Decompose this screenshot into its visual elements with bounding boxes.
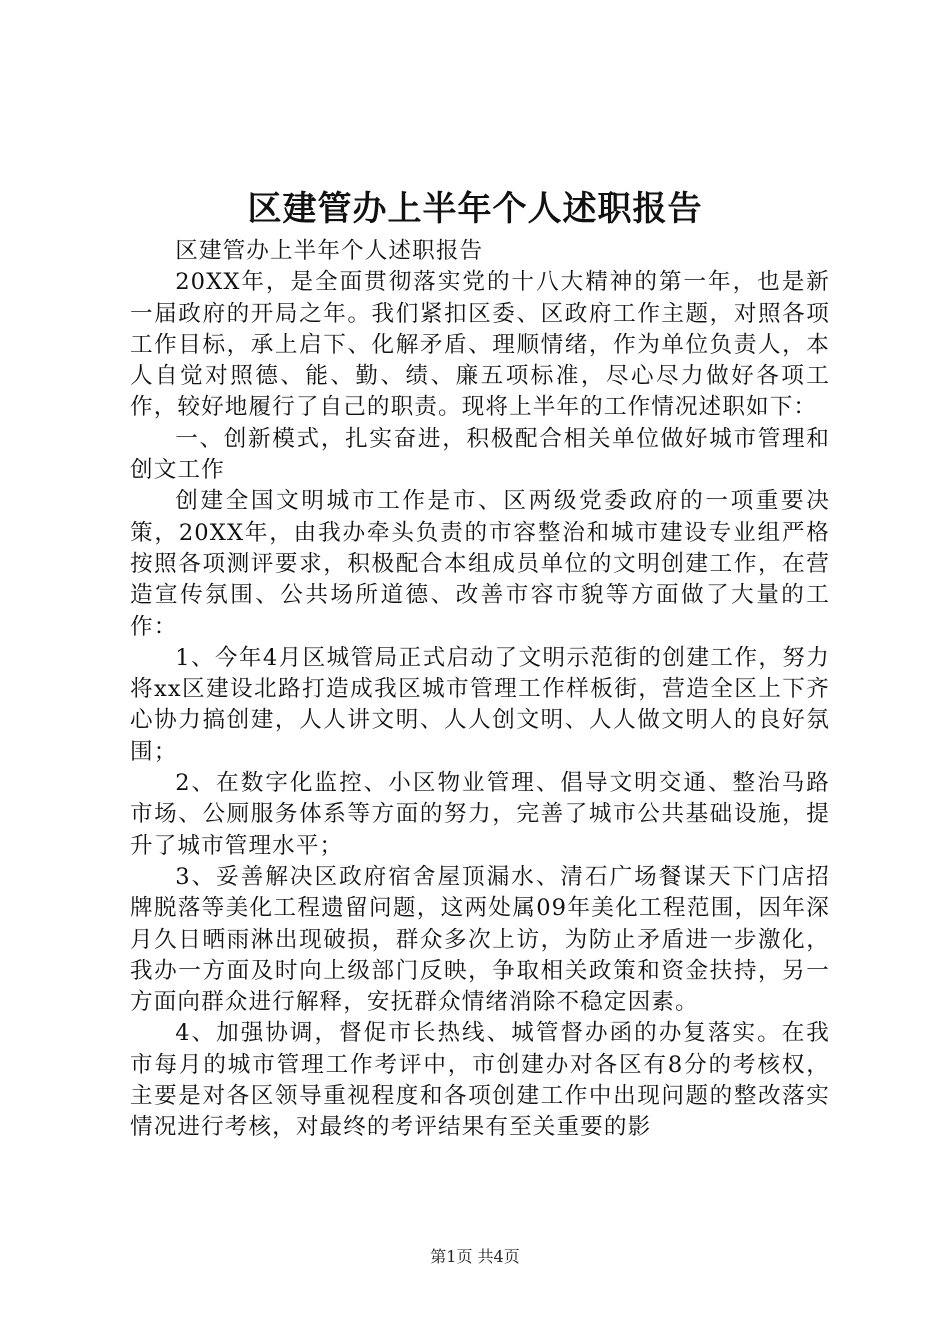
document-body	[130, 236, 830, 1144]
page-number-footer: 第1页 共4页	[430, 1247, 520, 1266]
list-item-1: 1、今年4月区城管局正式启动了文明示范街的创建工作，努力将xx区建设北路打造成我区城市管理工作样板街，营造全区上下齐心协力搞创建，人人讲文明、人人创文明、人人做文明人的良好氛围；	[130, 644, 830, 765]
list-item-3: 3、妥善解决区政府宿舍屋顶漏水、清石广场餐谋天下门店招牌脱落等美化工程遗留问题，这两处属09年美化工程范围，因年深月久日晒雨淋出现破损，群众多次上访，为防止矛盾进一步激化，我办一方面及时向上级部门反映，争取相关政策和资金扶持，另一方面向群众进行解释，安抚群众情绪消除不稳定因素。	[130, 863, 830, 1016]
paragraph-subtitle: 区建管办上半年个人述职报告	[175, 238, 484, 264]
paragraph-section-1: 创建全国文明城市工作是市、区两级党委政府的一项重要决策，20XX年，由我办牵头负责的市容整治和城市建设专业组严格按照各项测评要求，积极配合本组成员单位的文明创建工作，在营造宣传氛围、公共场所道德、改善市容市貌等方面做了大量的工作：	[130, 488, 830, 640]
section-heading-1: 一、创新模式，扎实奋进，积极配合相关单位做好城市管理和创文工作	[130, 425, 830, 484]
paragraph-intro: 20XX年，是全面贯彻落实党的十八大精神的第一年，也是新一届政府的开局之年。我们紧扣区委、区政府工作主题，对照各项工作目标，承上启下、化解矛盾、理顺情绪，作为单位负责人，本人自觉对照德、能、勤、绩、廉五项标准，尽心尽力做好各项工作，较好地履行了自己的职责。现将上半年的工作情况述职如下：	[130, 269, 830, 421]
list-item-4: 4、加强协调，督促市长热线、城管督办函的办复落实。在我市每月的城市管理工作考评中，市创建办对各区有8分的考核权，主要是对各区领导重视程度和各项创建工作中出现问题的整改落实情况进行考核，对最终的考评结果有至关重要的影	[130, 1020, 830, 1141]
document-title: 区建管办上半年个人述职报告	[247, 189, 703, 229]
list-item-2: 2、在数字化监控、小区物业管理、倡导文明交通、整治马路市场、公厕服务体系等方面的努力，完善了城市公共基础设施，提升了城市管理水平；	[130, 770, 830, 859]
